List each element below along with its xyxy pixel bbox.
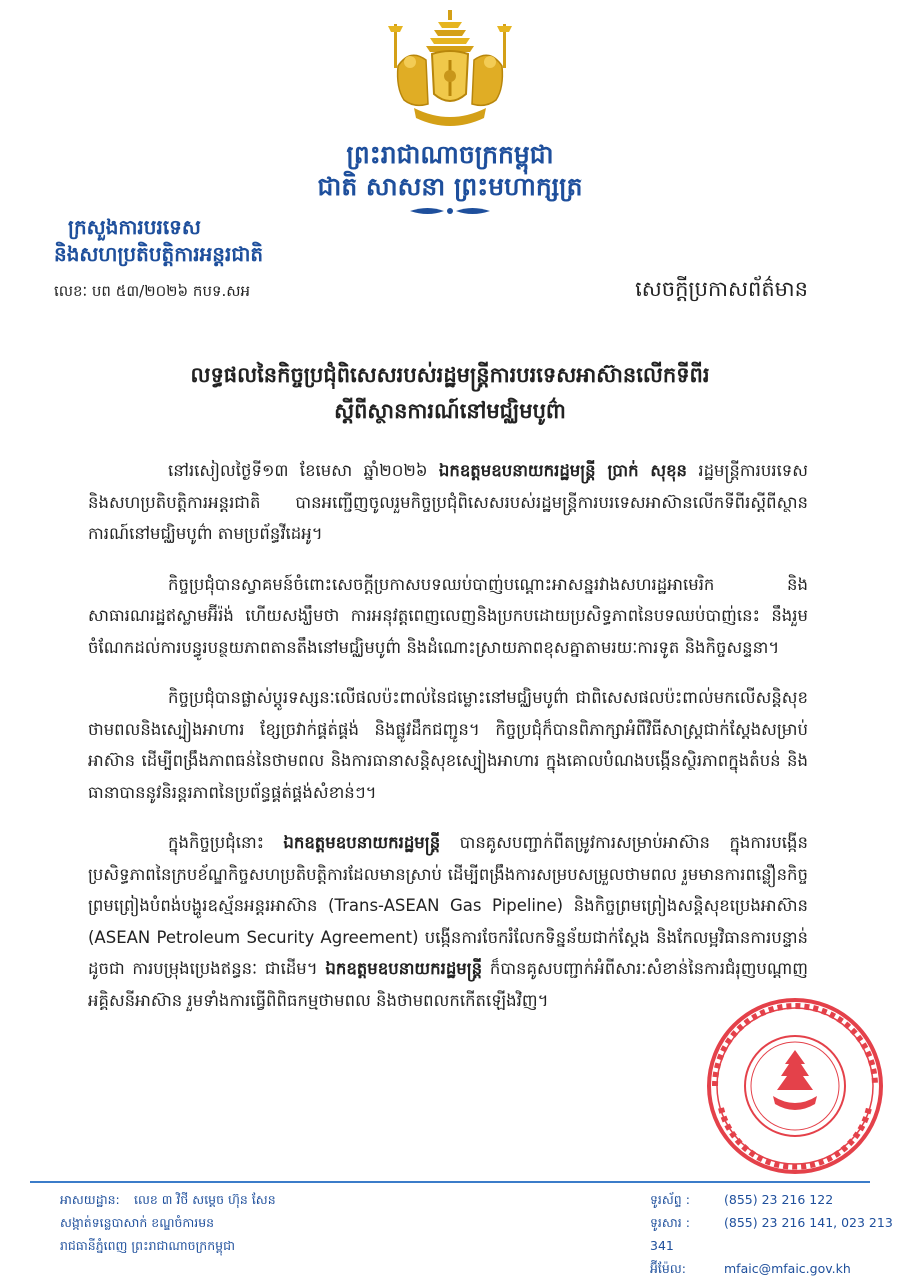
paragraph-1-date: នៅរសៀលថ្ងៃទី១៣ ខែមេសា ឆ្នាំ២០២៦ xyxy=(168,461,439,480)
tel-label: ទូរស័ព្ទ : xyxy=(650,1192,690,1207)
national-motto: ជាតិ សាសនា ព្រះមហាក្សត្រ xyxy=(317,172,583,201)
fax-value: (855) 23 216 141, 023 213 341 xyxy=(650,1215,893,1253)
ornament-divider-icon xyxy=(408,205,492,217)
address-line-2: សង្កាត់ទន្លេបាសាក់ ខណ្ឌចំការមន xyxy=(60,1215,215,1230)
paragraph-3: កិច្ចប្រជុំបានផ្លាស់ប្តូរទស្សនៈលើផលប៉ះពាល់នៃជម្លោះនៅមជ្ឈិមបូព៌ា ជាពិសេសផលប៉ះពាល់មកលើសន្តិសុខថាមពលនិងស្បៀងអាហារ ខ្សែច្រវាក់ផ្គត់ផ្គង់ និងផ្លូវដឹកជញ្ជូន។ កិច្ចប្រជុំក៏បានពិភាក្សាអំពីវិធីសាស្ត្រជាក់ស្តែងសម្រាប់អាស៊ាន ដើម្បីពង្រឹងភាពធន់នៃថាមពល និងការធានាសន្តិសុខស្បៀងអាហារ ក្នុងគោលបំណងបង្កើនស្ថិរភាពក្នុងតំបន់ និងធានាបាននូវនិរន្តរភាពនៃប្រព័ន្ធផ្គត់ផ្គង់សំខាន់ៗ។ xyxy=(88,688,808,802)
ministry-name-line1: ក្រសួងការបរទេស xyxy=(68,215,201,239)
royal-crest-emblem xyxy=(388,8,512,134)
footer-contacts xyxy=(650,1188,900,1280)
paragraph-4 xyxy=(88,827,808,1016)
paragraph-4-honorific-2: ឯកឧត្តមឧបនាយករដ្ឋមន្ត្រី xyxy=(325,959,483,978)
footer-address xyxy=(60,1188,276,1257)
paragraph-1-honorific: ឯកឧត្តមឧបនាយករដ្ឋមន្ត្រី ប្រាក់ សុខុន xyxy=(438,461,688,480)
press-release-title-line2: ស្តីពីស្ថានការណ៍នៅមជ្ឈិមបូព៌ា xyxy=(334,399,566,423)
fax-label: ទូរសារ : xyxy=(650,1215,690,1230)
paragraph-4-lead: ក្នុងកិច្ចប្រជុំនោះ xyxy=(168,833,284,852)
address-label: អាសយដ្ឋាន: xyxy=(60,1192,120,1207)
official-seal-stamp xyxy=(655,990,885,1190)
paragraph-1 xyxy=(88,455,808,550)
email-link[interactable]: mfaic@mfaic.gov.kh xyxy=(724,1261,851,1276)
email-label: អ៊ីម៉ែល: xyxy=(650,1261,686,1276)
paragraph-1-text: រដ្ឋមន្ត្រីការបរទេស និងសហប្រតិបត្តិការអន្តរជាតិ បានអញ្ជើញចូលរួមកិច្ចប្រជុំពិសេសរបស់រដ្ឋមន្ត្រីការបរទេសអាស៊ានលើកទីពីរស្តីពីស្ថានការណ៍នៅមជ្ឈិមបូព៌ា តាមប្រព័ន្ធវីដេអូ។ xyxy=(88,461,808,543)
document-type: សេចក្តីប្រកាសព័ត៌មាន xyxy=(635,277,808,301)
kingdom-title: ព្រះរាជាណាចក្រកម្ពុជា xyxy=(346,140,554,169)
address-line-3: រាជធានីភ្នំពេញ ព្រះរាជាណាចក្រកម្ពុជា xyxy=(60,1238,235,1253)
press-release-title-line1: លទ្ធផលនៃកិច្ចប្រជុំពិសេសរបស់រដ្ឋមន្ត្រីការបរទេសអាស៊ានលើកទីពីរ xyxy=(190,363,710,387)
paragraph-4-honorific: ឯកឧត្តមឧបនាយករដ្ឋមន្ត្រី xyxy=(283,833,441,852)
paragraph-2: កិច្ចប្រជុំបានស្វាគមន៍ចំពោះសេចក្តីប្រកាសបទឈប់បាញ់បណ្តោះអាសន្នរវាងសហរដ្ឋអាមេរិក និងសាធារណរដ្ឋឥស្លាមអ៊ីរ៉ង់ ហើយសង្ឃឹមថា ការអនុវត្តពេញលេញនិងប្រកបដោយប្រសិទ្ធភាពនៃបទឈប់បាញ់នេះ នឹងរួមចំណែកដល់ការបន្ធូរបន្ថយភាពតានតឹងនៅមជ្ឈិមបូព៌ា និងដំណោះស្រាយភាពខុសគ្នាតាមរយៈការទូត និងកិច្ចសន្ទនា។ xyxy=(88,574,808,657)
paragraph-4-text-2: ក៏បានគូសបញ្ជាក់អំពីសារៈសំខាន់នៃការជំរុញបណ្តាញអគ្គិសនីអាស៊ាន រួមទាំងការធ្វើពិពិធកម្មថាមពល និងថាមពលកកើតឡើងវិញ។ xyxy=(88,959,808,1010)
footer-divider xyxy=(30,1181,870,1183)
tel-value: (855) 23 216 122 xyxy=(724,1192,834,1207)
press-release-body xyxy=(88,455,808,1035)
paragraph-4-text: បានគូសបញ្ជាក់ពីតម្រូវការសម្រាប់អាស៊ាន ក្នុងការបង្កើនប្រសិទ្ធភាពនៃក្របខ័ណ្ឌកិច្ចសហប្រតិបត្តិការដែលមានស្រាប់ ដើម្បីពង្រឹងការសម្របសម្រួលថាមពល រួមមានការពន្លឿនកិច្ចព្រមព្រៀងបំពង់បង្ហូរឧស្ម័នអន្តរអាស៊ាន (Trans-ASEAN Gas Pipeline) និងកិច្ចព្រមព្រៀងសន្តិសុខប្រេងអាស៊ាន (ASEAN Petroleum Security Agreement) បង្កើនការចែករំលែកទិន្នន័យជាក់ស្តែង និងកែលម្អវិធានការបន្ទាន់ ដូចជា ការបម្រុងប្រេងឥន្ធនៈ ជាដើម។ xyxy=(88,833,808,978)
address-line-1: លេខ ៣ វិថី សម្តេច ហ៊ុន សែន xyxy=(134,1192,276,1207)
ministry-name-line2: និងសហប្រតិបត្តិការអន្តរជាតិ xyxy=(54,242,264,266)
reference-number: លេខៈ បព ៥៣/២០២៦ កបទ.សអ xyxy=(54,282,251,300)
